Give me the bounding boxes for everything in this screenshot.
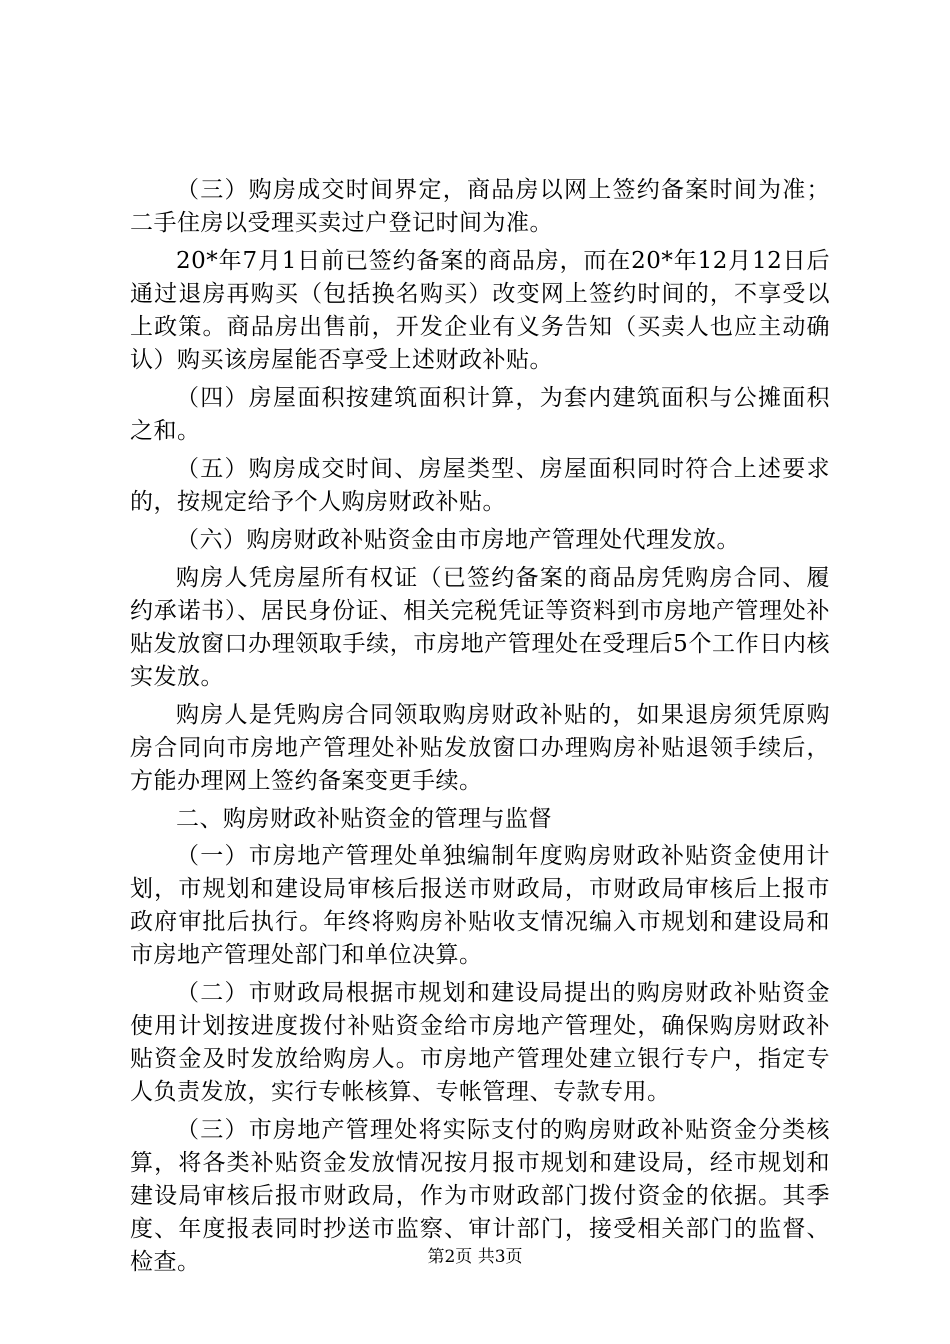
paragraph-5-eligibility: （五）购房成交时间、房屋类型、房屋面积同时符合上述要求的，按规定给予个人购房财政补贴。 xyxy=(130,456,830,515)
paragraph-refund-procedure: 购房人是凭购房合同领取购房财政补贴的，如果退房须凭原购房合同向市房地产管理处补贴发放窗口办理购房补贴退领手续后，方能办理网上签约备案变更手续。 xyxy=(130,702,830,794)
paragraph-claim-procedure: 购房人凭房屋所有权证（已签约备案的商品房凭购房合同、履约承诺书）、居民身份证、相关完税凭证等资料到市房地产管理处补贴发放窗口办理领取手续，市房地产管理处在受理后5个工作日内核实发放。 xyxy=(130,565,830,690)
paragraph-management-3: （三）市房地产管理处将实际支付的购房财政补贴资金分类核算，将各类补贴资金发放情况按月报市规划和建设局，经市规划和建设局审核后报市财政局，作为市财政部门拨付资金的依据。其季度、年度报表同时抄送市监察、审计部门，接受相关部门的监督、检查。 xyxy=(130,1117,830,1275)
paragraph-signing-exclusion: 20*年7月1日前已签约备案的商品房，而在20*年12月12日后通过退房再购买（包括换名购买）改变网上签约时间的，不享受以上政策。商品房出售前，开发企业有义务告知（买卖人也应主动确认）购买该房屋能否享受上述财政补贴。 xyxy=(130,248,830,373)
paragraph-3-time-definition: （三）购房成交时间界定，商品房以网上签约备案时间为准；二手住房以受理买卖过户登记时间为准。 xyxy=(130,177,830,236)
paragraph-management-2: （二）市财政局根据市规划和建设局提出的购房财政补贴资金使用计划按进度拨付补贴资金给市房地产管理处，确保购房财政补贴资金及时发放给购房人。市房地产管理处建立银行专户，指定专人负责发放，实行专帐核算、专帐管理、专款专用。 xyxy=(130,980,830,1105)
paragraph-6-distribution: （六）购房财政补贴资金由市房地产管理处代理发放。 xyxy=(176,527,740,553)
document-body xyxy=(130,174,830,1284)
paragraph-4-area: （四）房屋面积按建筑面积计算，为套内建筑面积与公摊面积之和。 xyxy=(130,385,830,444)
page-footer xyxy=(0,1246,950,1268)
paragraph-management-1: （一）市房地产管理处单独编制年度购房财政补贴资金使用计划，市规划和建设局审核后报送市财政局，市财政局审核后上报市政府审批后执行。年终将购房补贴收支情况编入市规划和建设局和市房地产管理处部门和单位决算。 xyxy=(130,843,830,968)
section-heading-management: 二、购房财政补贴资金的管理与监督 xyxy=(176,806,552,832)
page-number: 第2页 共3页 xyxy=(427,1247,523,1267)
